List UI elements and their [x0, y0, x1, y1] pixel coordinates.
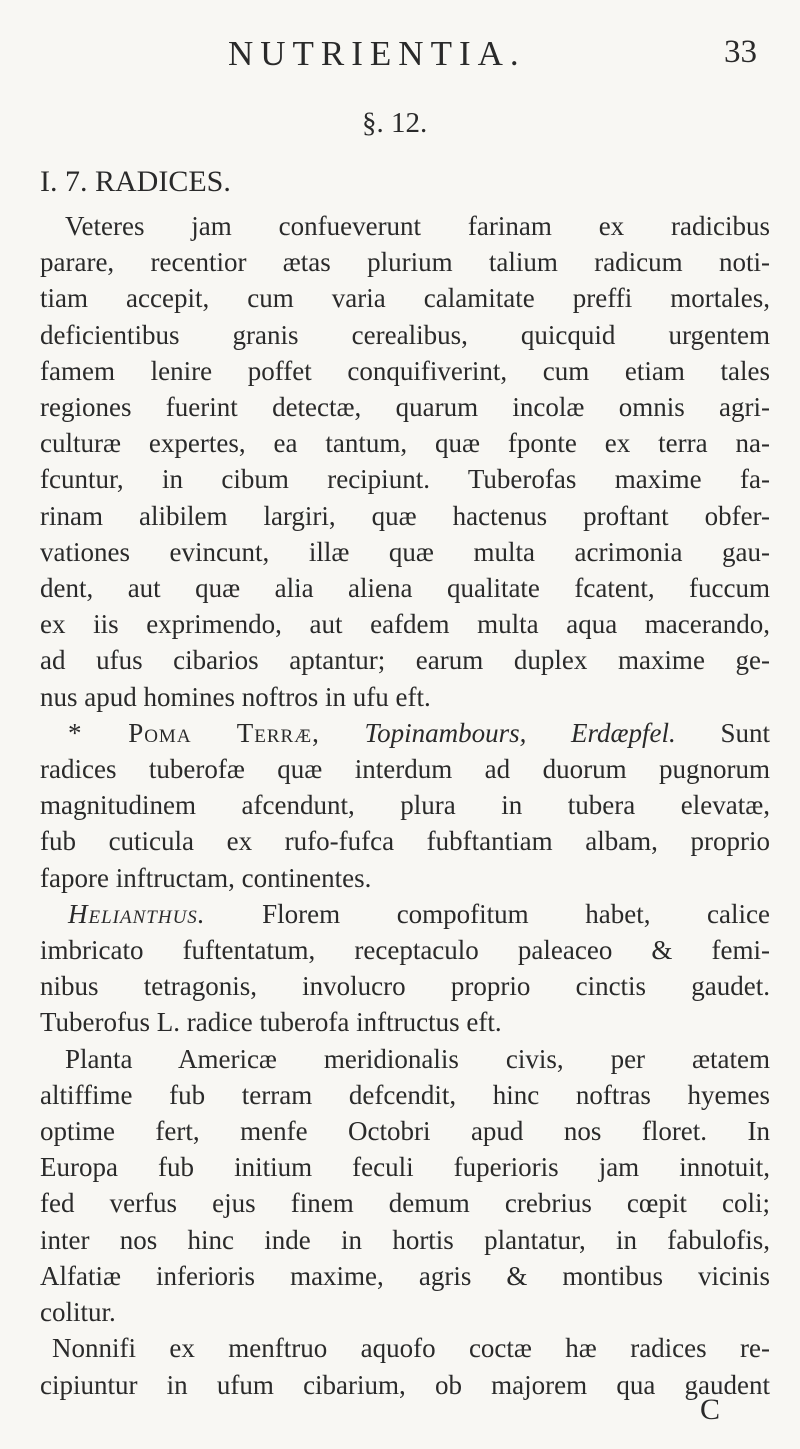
text-line: dent, aut quæ alia aliena qualitate fcatent, fuccum — [40, 573, 770, 604]
text-line: fub cuticula ex rufo-fufca fubftantiam albam, proprio — [40, 826, 770, 857]
body-text — [40, 208, 770, 1403]
entry-lead: Helianthus. — [68, 898, 206, 929]
text-line: Nonnifi ex menftruo aquofo coctæ hæ radices re- — [52, 1333, 770, 1364]
entry-text: Florem compofitum habet, calice — [262, 898, 770, 929]
text-line: tiam accepit, cum varia calamitate preffi mortales, — [40, 283, 770, 314]
text-line: nus apud homines noftros in ufu eft. — [40, 681, 431, 712]
text-line: rinam alibilem largiri, quæ hactenus proftant obfer- — [40, 500, 770, 531]
text-line: Tuberofus L. radice tuberofa inftructus eft. — [40, 1007, 502, 1038]
text-line — [40, 896, 770, 932]
section-number: §. 12. — [362, 107, 428, 139]
running-title: NUTRIENTIA. — [228, 34, 526, 73]
section-heading: I. 7. RADICES. — [40, 165, 231, 198]
text-line: culturæ expertes, ea tantum, quæ fponte ex terra na- — [40, 428, 770, 459]
text-line: colitur. — [40, 1297, 116, 1328]
text-line: Veteres jam confueverunt farinam ex radicibus — [65, 211, 770, 241]
text-line: fcuntur, in cibum recipiunt. Tuberofas maxime fa- — [40, 464, 770, 495]
text-line: fapore inftructam, continentes. — [40, 862, 372, 893]
text-line: Alfatiæ inferioris maxime, agris & montibus vicinis — [40, 1260, 770, 1291]
text-line: Europa fub initium feculi fuperioris jam innotuit, — [40, 1152, 770, 1183]
text-line: regiones fuerint detectæ, quarum incolæ omnis agri- — [40, 392, 770, 423]
text-line: radices tuberofæ quæ interdum ad duorum pugnorum — [40, 754, 770, 785]
entry-text: Sunt — [720, 717, 771, 748]
text-line: deficientibus granis cerealibus, quicquid urgentem — [40, 319, 770, 350]
text-line: nibus tetragonis, involucro proprio cinctis gaudet. — [40, 971, 770, 1002]
text-line: parare, recentior ætas plurium talium radicum noti- — [40, 247, 770, 278]
text-line: ex iis exprimendo, aut eafdem multa aqua macerando, — [40, 609, 770, 640]
running-head — [0, 34, 800, 74]
entry-vernacular: Topinambours, Erdæpfel. — [364, 717, 676, 748]
text-line — [40, 715, 770, 751]
text-line: altiffime fub terram defcendit, hinc noftras hyemes — [40, 1079, 770, 1110]
text-line: vationes evincunt, illæ quæ multa acrimonia gau- — [40, 536, 770, 567]
text-line: optime fert, menfe Octobri apud nos floret. In — [40, 1116, 770, 1147]
text-line: fed verfus ejus finem demum crebrius cœpit coli; — [40, 1188, 770, 1219]
signature-mark: C — [700, 1393, 721, 1426]
page-number: 33 — [724, 34, 757, 70]
text-line: magnitudinem afcendunt, plura in tubera elevatæ, — [40, 790, 770, 821]
text-line: imbricato fuftentatum, receptaculo paleaceo & femi- — [40, 935, 770, 966]
text-line: famem lenire poffet conquifiverint, cum etiam tales — [40, 355, 770, 386]
text-line: cipiuntur in ufum cibarium, ob majorem qua gaudent — [40, 1369, 770, 1400]
text-line: inter nos hinc inde in hortis plantatur, in fabulofis, — [40, 1224, 770, 1255]
entry-lead: * Poma Terræ, — [68, 717, 320, 748]
text-line: Planta Americæ meridionalis civis, per ætatem — [65, 1043, 770, 1074]
text-line: ad ufus cibarios aptantur; earum duplex maxime ge- — [40, 645, 770, 676]
